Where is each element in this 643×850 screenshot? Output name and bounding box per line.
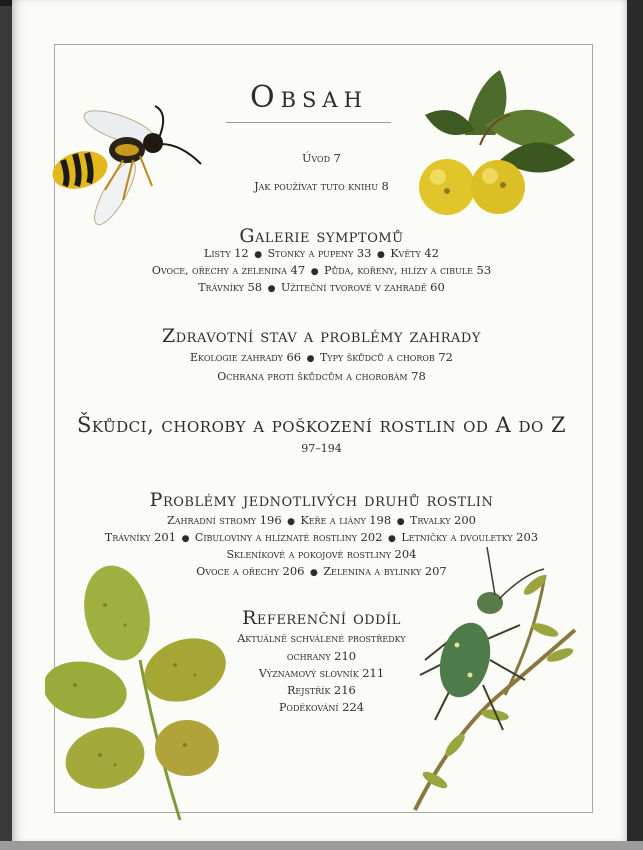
title-underline bbox=[226, 122, 391, 123]
crab-apple-illustration bbox=[405, 65, 585, 230]
section-heading-plant-problems: Problémy jednotlivých druhů rostlin bbox=[149, 489, 494, 511]
toc-row: Listy 12 ● Stonky a pupeny 33 ● Květy 42 bbox=[204, 246, 439, 260]
toc-row: Významový slovník 211 bbox=[258, 666, 385, 680]
toc-row: Ovoce a ořechy 206 ● Zelenina a bylinky 207 bbox=[196, 564, 447, 578]
toc-row: Skleníkové a pokojové rostliny 204 bbox=[226, 547, 417, 561]
section-heading-reference: Referenční oddíl bbox=[242, 607, 401, 629]
tiger-beetle-illustration bbox=[395, 545, 585, 815]
section-heading-symptoms: Galerie symptomů bbox=[239, 225, 404, 247]
toc-row: Ochrana proti škůdcům a chorobám 78 bbox=[217, 369, 426, 383]
toc-row: Trávníky 201 ● Cibuloviny a hlíznaté rostliny 202 ● Letničky a dvouletky 203 bbox=[104, 530, 539, 544]
toc-entry-how-to-use: Jak používat tuto knihu 8 bbox=[254, 179, 389, 193]
section-heading-garden-health: Zdravotní stav a problémy zahrady bbox=[162, 325, 481, 347]
toc-row: Ovoce, ořechy a zelenina 47 ● Půda, kořeny, hlízy a cibule 53 bbox=[151, 263, 492, 277]
scan-edge-bottom bbox=[0, 841, 643, 850]
page-range: 97–194 bbox=[301, 442, 342, 455]
toc-row: Zahradní stromy 196 ● Keře a liány 198 ● Trvalky 200 bbox=[167, 513, 476, 527]
toc-entry-intro: Úvod 7 bbox=[302, 151, 341, 165]
toc-row: ochrany 210 bbox=[286, 649, 357, 663]
toc-row: Rejstřík 216 bbox=[287, 683, 356, 697]
wasp-illustration bbox=[35, 98, 210, 238]
toc-row: Trávníky 58 ● Užiteční tvorové v zahradě 60 bbox=[198, 280, 445, 294]
toc-row: Aktuálně schválené prostředky bbox=[237, 632, 406, 645]
section-heading-pests-a-z: Škůdci, choroby a poškození rostlin od A do Z bbox=[76, 413, 567, 437]
toc-row: Ekologie zahrady 66 ● Typy škůdců a chorob 72 bbox=[190, 350, 453, 364]
page-title: Obsah bbox=[250, 80, 368, 115]
rose-leaf-illustration bbox=[45, 565, 230, 820]
toc-row: Poděkování 224 bbox=[278, 700, 365, 714]
